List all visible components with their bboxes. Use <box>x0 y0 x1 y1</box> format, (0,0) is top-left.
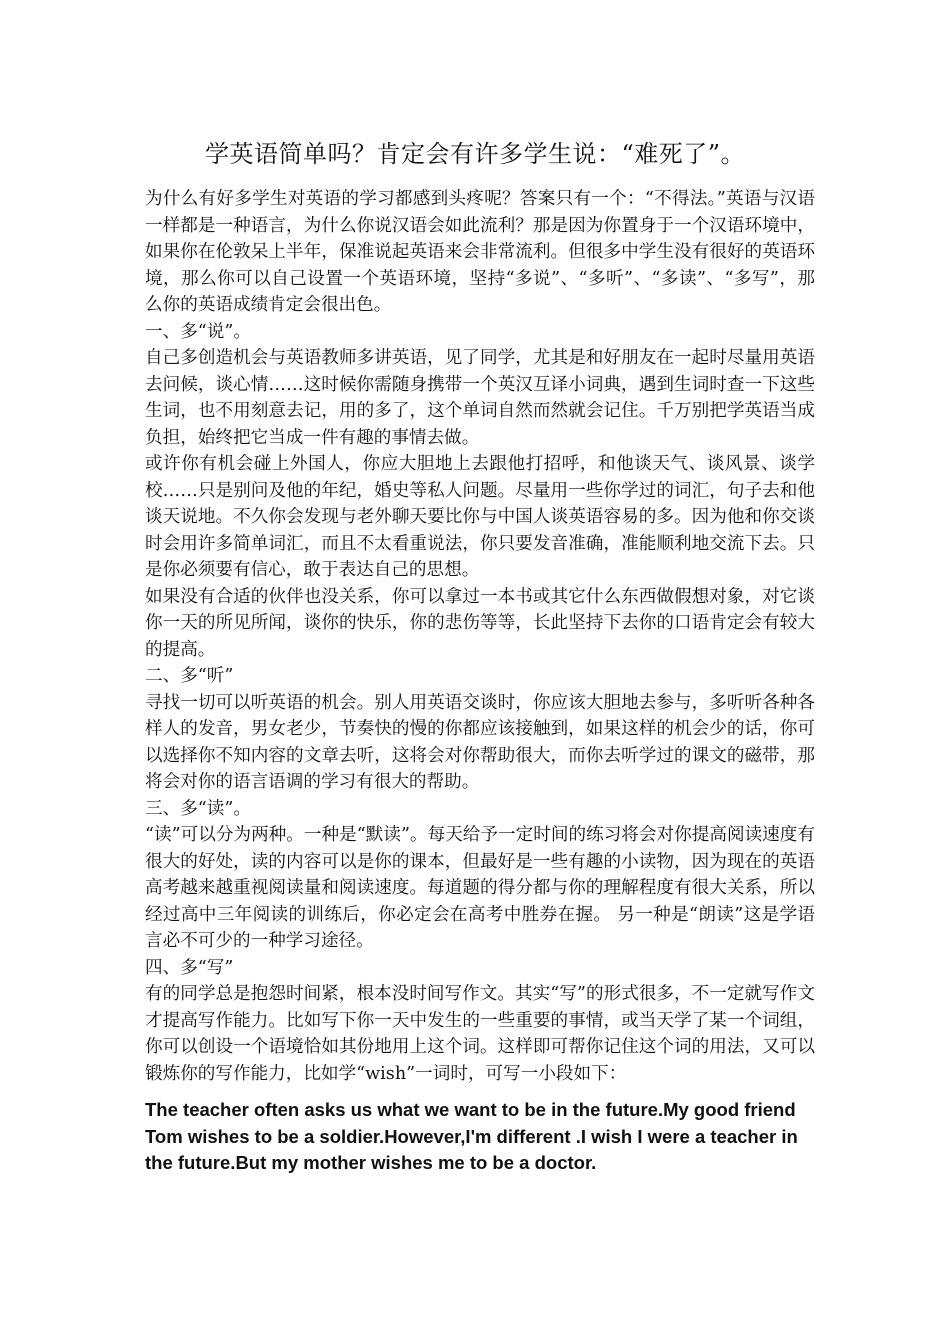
section-heading-speak: 一、多“说”。 <box>145 321 251 342</box>
section-heading-read: 三、多“读”。 <box>145 798 251 819</box>
read-paragraph: “读”可以分为两种。一种是“默读”。每天给予一定时间的练习将会对你提高阅读速度有很大的好处，读的内容可以是你的课本，但最好是一些有趣的小读物，因为现在的英语高考越来越重视阅读量和阅读速度。每道题的得分都与你的理解程度有很大关系，所以经过高中三年阅读的训练后，你必定会在高考中胜券在握。 另一种是“朗读”这是学语言必不可少的一种学习途径。 <box>145 825 815 951</box>
listen-paragraph: 寻找一切可以听英语的机会。别人用英语交谈时，你应该大胆地去参与，多听听各种各样人的发音，男女老少，节奏快的慢的你都应该接触到，如果这样的机会少的话，你可以选择你不知内容的文章去听，这将会对你帮助很大，而你去听学过的课文的磁带，那将会对你的语言语调的学习有很大的帮助。 <box>145 692 815 792</box>
document-body <box>145 186 815 1177</box>
speak-paragraph-2: 或许你有机会碰上外国人，你应大胆地上去跟他打招呼，和他谈天气、谈风景、谈学校……只是别问及他的年纪，婚史等私人问题。尽量用一些你学过的词汇，句子去和他谈天说地。不久你会发现与老外聊天要比你与中国人谈英语容易的多。因为他和你交谈时会用许多简单词汇，而且不太看重说法，你只要发音准确，准能顺利地交流下去。只是你必须要有信心，敢于表达自己的思想。 <box>145 454 815 580</box>
document-title: 学英语简单吗？肯定会有许多学生说：“难死了”。 <box>204 140 746 168</box>
section-heading-listen: 二、多“听” <box>145 666 234 686</box>
speak-paragraph-3: 如果没有合适的伙伴也没关系，你可以拿过一本书或其它什么东西做假想对象，对它谈你一天的所见所闻，谈你的快乐，你的悲伤等等，长此坚持下去你的口语肯定会有较大的提高。 <box>145 586 815 660</box>
intro-paragraph: 为什么有好多学生对英语的学习都感到头疼呢？答案只有一个：“不得法。”英语与汉语一样都是一种语言，为什么你说汉语会如此流利？那是因为你置身于一个汉语环境中，如果你在伦敦呆上半年，保准说起英语来会非常流利。但很多中学生没有很好的英语环境，那么你可以自己设置一个英语环境，坚持“多说”、“多听”、“多读”、“多写”，那么你的英语成绩肯定会很出色。 <box>145 189 815 315</box>
section-heading-write: 四、多“写” <box>145 957 234 978</box>
write-paragraph: 有的同学总是抱怨时间紧，根本没时间写作文。其实“写”的形式很多，不一定就写作文才提高写作能力。比如写下你一天中发生的一些重要的事情，或当天学了某一个词组，你可以创设一个语境恰如其份地用上这个词。这样即可帮你记住这个词的用法，又可以锻炼你的写作能力，比如学“wish”一词时，可写一小段如下： <box>145 984 815 1084</box>
speak-paragraph-1: 自己多创造机会与英语教师多讲英语，见了同学，尤其是和好朋友在一起时尽量用英语去问候，谈心情……这时候你需随身携带一个英汉互译小词典，遇到生词时查一下这些生词，也不用刻意去记，用的多了，这个单词自然而然就会记住。千万别把学英语当成负担，始终把它当成一件有趣的事情去做。 <box>145 348 815 448</box>
english-example-passage: The teacher often asks us what we want to be in the future.My good friend Tom wishes to be a soldier.However,I'm different .I wish I were a teacher in the future.But my mother wishes me to be a doctor. <box>145 1099 798 1173</box>
